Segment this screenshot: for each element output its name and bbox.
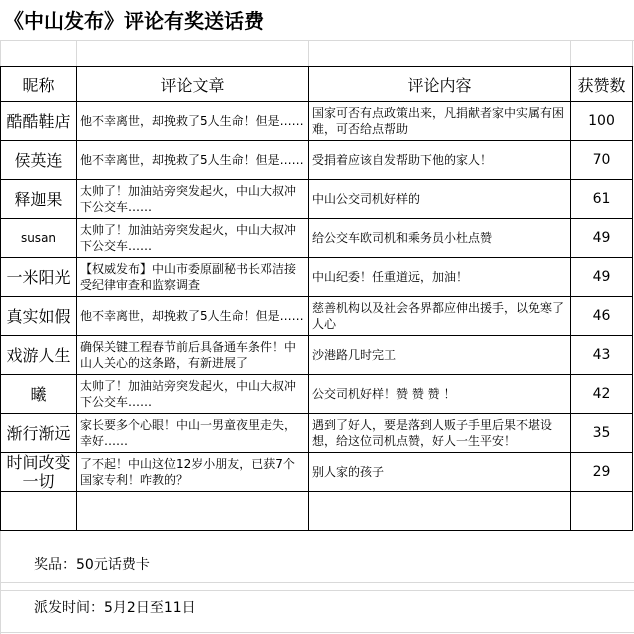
header-likes: 获赞数: [571, 67, 633, 102]
comment-cell: [309, 336, 571, 375]
comment-cell: [309, 141, 571, 180]
empty-cell: [571, 492, 633, 531]
article-text: 他不幸离世，却挽救了5人生命！但是……: [80, 309, 304, 323]
article-cell: [77, 219, 309, 258]
article-cell: [77, 414, 309, 453]
likes-cell: 35: [571, 414, 633, 453]
table-row: [1, 258, 633, 297]
comment-text: 遇到了好人，要是落到人贩子手里后果不堪设想，给这位司机点赞，好人一生平安！: [312, 418, 553, 448]
table-row: [1, 141, 633, 180]
comment-text: 中山公交司机好样的: [312, 192, 421, 206]
article-cell: [77, 102, 309, 141]
nickname-cell: 渐行渐远: [1, 414, 77, 453]
likes-cell: 100: [571, 102, 633, 141]
nickname-cell: 戏游人生: [1, 336, 77, 375]
header-nickname: 昵称: [1, 67, 77, 102]
table-row: [1, 219, 633, 258]
table-row: [1, 297, 633, 336]
comment-cell: [309, 375, 571, 414]
comment-cell: [309, 258, 571, 297]
comment-text: 慈善机构以及社会各界都应伸出援手，以免寒了人心: [312, 301, 565, 331]
comment-text: 国家可否有点政策出来，凡捐献者家中实属有困难，可否给点帮助: [312, 106, 565, 136]
header-article: 评论文章: [77, 67, 309, 102]
article-text: 家长要多个心眼！中山一男童夜里走失，幸好……: [80, 418, 297, 448]
table-row: [1, 375, 633, 414]
table-row: [1, 414, 633, 453]
prize-row: [0, 548, 634, 582]
nickname-cell: 酷酷鞋店: [1, 102, 77, 141]
article-cell: [77, 180, 309, 219]
article-cell: [77, 453, 309, 492]
likes-cell: 49: [571, 258, 633, 297]
nickname-cell: 时间改变一切: [1, 453, 77, 492]
nickname-cell: 侯英连: [1, 141, 77, 180]
comment-text: 受捐着应该自发帮助下他的家人！: [312, 153, 493, 167]
article-text: 太帅了！加油站旁突发起火，中山大叔冲下公交车……: [80, 184, 297, 214]
article-cell: [77, 336, 309, 375]
dispatch-row: [0, 590, 634, 626]
article-cell: [77, 375, 309, 414]
empty-cell: [1, 492, 77, 531]
nickname-cell: 一米阳光: [1, 258, 77, 297]
nickname-cell: susan: [1, 219, 77, 258]
header-comment: 评论内容: [309, 67, 571, 102]
dispatch-text: 派发时间：5月2日至11日: [34, 600, 196, 616]
nickname-cell: 释迦果: [1, 180, 77, 219]
article-text: 了不起！中山这位12岁小朋友，已获7个国家专利！咋教的？: [80, 457, 295, 487]
article-text: 太帅了！加油站旁突发起火，中山大叔冲下公交车……: [80, 379, 297, 409]
article-text: 他不幸离世，却挽救了5人生命！但是……: [80, 153, 304, 167]
article-text: 【权威发布】中山市委原副秘书长邓洁接受纪律审查和监察调查: [80, 262, 297, 292]
header-row: [1, 67, 633, 102]
article-cell: [77, 297, 309, 336]
comment-text: 给公交车欧司机和乘务员小杜点赞: [312, 231, 493, 245]
comment-cell: [309, 102, 571, 141]
table-row: [1, 336, 633, 375]
article-text: 他不幸离世，却挽救了5人生命！但是……: [80, 114, 304, 128]
comment-text: 沙港路几时完工: [312, 348, 397, 362]
article-text: 确保关键工程春节前后具备通车条件！中山人关心的这条路，有新进展了: [80, 340, 297, 370]
nickname-cell: 真实如假: [1, 297, 77, 336]
empty-row: [1, 492, 633, 531]
table-row: [1, 180, 633, 219]
comment-text: 公交司机好样！赞 赞 赞 ！: [312, 387, 456, 401]
article-cell: [77, 258, 309, 297]
comment-cell: [309, 453, 571, 492]
comment-cell: [309, 414, 571, 453]
likes-cell: 61: [571, 180, 633, 219]
comments-table: [0, 66, 633, 531]
likes-cell: 29: [571, 453, 633, 492]
likes-cell: 42: [571, 375, 633, 414]
table-row: [1, 102, 633, 141]
page-title: 《中山发布》评论有奖送话费: [4, 9, 264, 33]
table-row: [1, 453, 633, 492]
comment-text: 别人家的孩子: [312, 465, 385, 479]
comment-cell: [309, 219, 571, 258]
likes-cell: 49: [571, 219, 633, 258]
likes-cell: 70: [571, 141, 633, 180]
comment-cell: [309, 180, 571, 219]
likes-cell: 43: [571, 336, 633, 375]
article-cell: [77, 141, 309, 180]
prize-text: 奖品：50元话费卡: [34, 557, 150, 573]
comment-cell: [309, 297, 571, 336]
likes-cell: 46: [571, 297, 633, 336]
comment-text: 中山纪委！任重道远，加油！: [312, 270, 469, 284]
nickname-cell: 曦: [1, 375, 77, 414]
empty-cell: [77, 492, 309, 531]
article-text: 太帅了！加油站旁突发起火，中山大叔冲下公交车……: [80, 223, 297, 253]
empty-cell: [309, 492, 571, 531]
